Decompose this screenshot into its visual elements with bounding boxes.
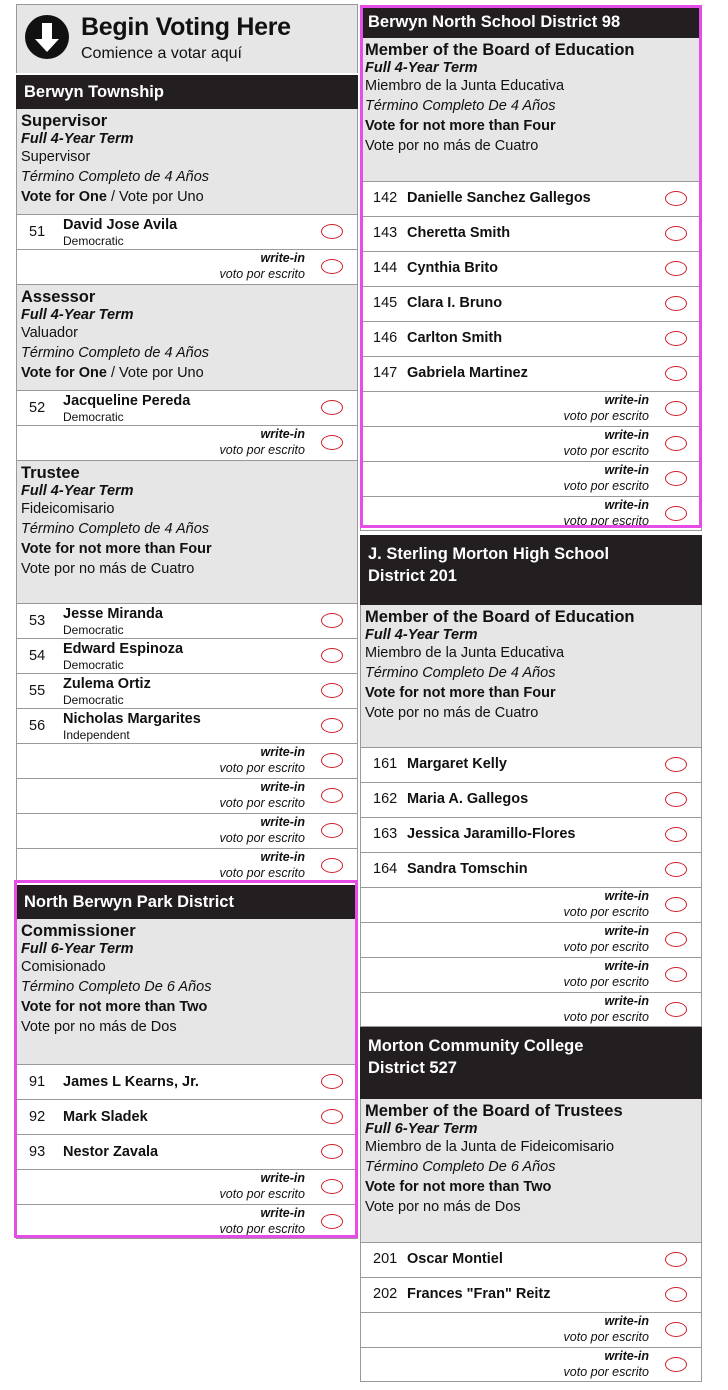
contest-term-es: Término Completo de 4 Años — [21, 169, 210, 185]
school-district-98-header: Berwyn North School District 98 — [360, 6, 702, 38]
write-in-label: write-in — [260, 251, 305, 265]
header-line-1: J. Sterling Morton High School — [368, 545, 610, 563]
write-in-label: write-in — [260, 850, 305, 864]
write-in-row[interactable] — [16, 1205, 358, 1239]
write-in-label: write-in — [260, 745, 305, 759]
write-in-row[interactable] — [360, 958, 702, 993]
vote-oval[interactable] — [321, 788, 343, 803]
ballot-number: 56 — [29, 718, 46, 734]
write-in-label: write-in — [260, 1206, 305, 1220]
ballot-number: 144 — [373, 260, 398, 276]
candidate-name: Jessica Jaramillo-Flores — [407, 826, 576, 842]
candidate-row[interactable] — [360, 783, 702, 818]
vote-instruction-es: Vote por no más de Cuatro — [365, 705, 539, 721]
vote-oval[interactable] — [665, 1357, 687, 1372]
vote-oval[interactable] — [321, 613, 343, 628]
candidate-row[interactable] — [16, 1135, 358, 1170]
write-in-label: write-in — [604, 393, 649, 407]
write-in-label: write-in — [604, 924, 649, 938]
vote-instruction-es: Vote por no más de Dos — [21, 1019, 177, 1035]
candidate-party: Democratic — [63, 693, 124, 707]
candidate-name: Maria A. Gallegos — [407, 791, 529, 807]
write-in-label-es: voto por escrito — [563, 479, 649, 493]
candidate-name: Gabriela Martinez — [407, 365, 528, 381]
ballot-number: 161 — [373, 756, 398, 772]
candidate-row[interactable] — [360, 1242, 702, 1278]
contest-term-es: Término Completo De 6 Años — [365, 1159, 556, 1175]
contest-title: Member of the Board of Trustees — [365, 1102, 623, 1120]
write-in-row[interactable] — [360, 1348, 702, 1382]
ballot-number: 202 — [373, 1286, 398, 1302]
vote-oval[interactable] — [665, 366, 687, 381]
candidate-name: Nestor Zavala — [63, 1144, 159, 1160]
write-in-row[interactable] — [16, 814, 358, 849]
write-in-row[interactable] — [360, 1313, 702, 1348]
vote-oval[interactable] — [321, 1144, 343, 1159]
write-in-label: write-in — [604, 498, 649, 512]
candidate-row[interactable] — [16, 603, 358, 639]
candidate-row[interactable] — [360, 747, 702, 783]
candidate-row[interactable] — [360, 181, 702, 217]
write-in-label-es: voto por escrito — [563, 975, 649, 989]
vote-oval[interactable] — [321, 823, 343, 838]
candidate-name: Zulema Ortiz — [63, 676, 151, 692]
ballot-number: 147 — [373, 365, 398, 381]
candidate-name: Clara I. Bruno — [407, 295, 503, 311]
vote-instruction: Vote for not more than Two — [21, 999, 208, 1015]
community-college-527-header — [360, 1027, 702, 1099]
header-line-2: District 201 — [368, 567, 457, 585]
write-in-label-es: voto por escrito — [563, 409, 649, 423]
contest-title-es: Miembro de la Junta Educativa — [365, 645, 565, 661]
write-in-label-es: voto por escrito — [563, 514, 649, 528]
contest-title: Commissioner — [21, 922, 136, 940]
contest-title: Assessor — [21, 288, 96, 306]
write-in-label-es: voto por escrito — [219, 1222, 305, 1236]
candidate-row[interactable] — [16, 709, 358, 744]
write-in-row[interactable] — [360, 462, 702, 497]
contest-term-es: Término Completo de 4 Años — [21, 521, 210, 537]
ballot-number: 145 — [373, 295, 398, 311]
candidate-row[interactable] — [360, 818, 702, 853]
vote-oval[interactable] — [665, 757, 687, 772]
write-in-label-es: voto por escrito — [563, 444, 649, 458]
ballot-number: 201 — [373, 1251, 398, 1267]
vote-oval[interactable] — [321, 400, 343, 415]
candidate-name: James L Kearns, Jr. — [63, 1074, 199, 1090]
candidate-row[interactable] — [360, 322, 702, 357]
ballot-number: 146 — [373, 330, 398, 346]
write-in-label-es: voto por escrito — [563, 905, 649, 919]
vote-oval[interactable] — [665, 827, 687, 842]
contest-term-es: Término Completo De 4 Años — [365, 665, 556, 681]
write-in-label: write-in — [260, 815, 305, 829]
ballot-number: 91 — [29, 1074, 46, 1090]
candidate-name: Jesse Miranda — [63, 606, 163, 622]
contest-title: Member of the Board of Education — [365, 608, 635, 626]
write-in-label-es: voto por escrito — [563, 1330, 649, 1344]
candidate-name: Oscar Montiel — [407, 1251, 503, 1267]
vote-oval[interactable] — [665, 932, 687, 947]
vote-instruction: Vote for not more than Four — [365, 118, 556, 134]
ballot-number: 92 — [29, 1109, 46, 1125]
candidate-party: Democratic — [63, 410, 124, 424]
vote-instruction: Vote for not more than Four — [21, 541, 212, 557]
contest-commissioner — [16, 919, 358, 1064]
ballot-number: 163 — [373, 826, 398, 842]
township-header: Berwyn Township — [16, 75, 358, 109]
candidate-row[interactable] — [16, 1100, 358, 1135]
contest-title: Trustee — [21, 464, 80, 482]
vote-oval[interactable] — [665, 296, 687, 311]
candidate-name: Sandra Tomschin — [407, 861, 528, 877]
write-in-label-es: voto por escrito — [219, 796, 305, 810]
vote-oval[interactable] — [321, 648, 343, 663]
candidate-row[interactable] — [16, 1064, 358, 1100]
vote-oval[interactable] — [665, 967, 687, 982]
contest-term-es: Término Completo de 4 Años — [21, 345, 210, 361]
write-in-label-es: voto por escrito — [219, 761, 305, 775]
contest-title-es: Valuador — [21, 325, 78, 341]
candidate-row[interactable] — [360, 853, 702, 888]
write-in-row[interactable] — [360, 888, 702, 923]
candidate-party: Democratic — [63, 623, 124, 637]
write-in-label: write-in — [604, 1314, 649, 1328]
contest-title: Member of the Board of Education — [365, 41, 635, 59]
contest-term: Full 4-Year Term — [365, 627, 478, 643]
candidate-party: Democratic — [63, 658, 124, 672]
vote-oval[interactable] — [665, 261, 687, 276]
contest-term: Full 4-Year Term — [21, 307, 134, 323]
write-in-row[interactable] — [360, 427, 702, 462]
write-in-row[interactable] — [16, 744, 358, 779]
contest-trustee — [16, 461, 358, 603]
write-in-row[interactable] — [16, 250, 358, 285]
vote-oval[interactable] — [321, 224, 343, 239]
header-line-1: Morton Community College — [368, 1037, 584, 1055]
vote-instruction: Vote for One / Vote por Uno — [21, 365, 204, 381]
left-column — [16, 4, 358, 1239]
write-in-label-es: voto por escrito — [219, 831, 305, 845]
candidate-row[interactable] — [16, 214, 358, 250]
vote-oval[interactable] — [665, 1322, 687, 1337]
write-in-row[interactable] — [360, 993, 702, 1027]
vote-oval[interactable] — [665, 1252, 687, 1267]
candidate-name: Frances "Fran" Reitz — [407, 1286, 551, 1302]
contest-title-es: Fideicomisario — [21, 501, 115, 517]
contest-term: Full 4-Year Term — [365, 60, 478, 76]
ballot-number: 52 — [29, 400, 46, 416]
vote-oval[interactable] — [665, 191, 687, 206]
ballot-number: 164 — [373, 861, 398, 877]
write-in-label-es: voto por escrito — [219, 866, 305, 880]
vote-oval[interactable] — [321, 683, 343, 698]
candidate-name: Jacqueline Pereda — [63, 393, 191, 409]
candidate-row[interactable] — [360, 357, 702, 392]
write-in-label: write-in — [260, 427, 305, 441]
write-in-label-es: voto por escrito — [563, 940, 649, 954]
write-in-label-es: voto por escrito — [563, 1365, 649, 1379]
vote-instruction: Vote for not more than Four — [365, 685, 556, 701]
candidate-party: Democratic — [63, 234, 124, 248]
candidate-name: Edward Espinoza — [63, 641, 184, 657]
ballot-number: 54 — [29, 648, 46, 664]
ballot-number: 142 — [373, 190, 398, 206]
candidate-name: Mark Sladek — [63, 1109, 148, 1125]
contest-term: Full 4-Year Term — [21, 131, 134, 147]
ballot-number: 143 — [373, 225, 398, 241]
write-in-row[interactable] — [16, 779, 358, 814]
contest-hs201-board — [360, 605, 702, 747]
header-line-2: District 527 — [368, 1059, 457, 1077]
vote-oval[interactable] — [321, 753, 343, 768]
write-in-label: write-in — [604, 1349, 649, 1363]
contest-sd98-board — [360, 38, 702, 181]
candidate-name: Margaret Kelly — [407, 756, 507, 772]
vote-oval[interactable] — [321, 1074, 343, 1089]
contest-title-es: Comisionado — [21, 959, 106, 975]
contest-cc527-board — [360, 1099, 702, 1242]
write-in-label-es: voto por escrito — [563, 1010, 649, 1024]
vote-oval[interactable] — [665, 226, 687, 241]
begin-voting-banner — [16, 4, 358, 73]
candidate-row[interactable] — [360, 1278, 702, 1313]
candidate-name: Cheretta Smith — [407, 225, 511, 241]
begin-title-es: Comience a votar aquí — [81, 45, 242, 62]
vote-instruction-es: Vote por no más de Cuatro — [21, 561, 195, 577]
write-in-label-es: voto por escrito — [219, 1187, 305, 1201]
write-in-row[interactable] — [360, 497, 702, 531]
candidate-name: Carlton Smith — [407, 330, 503, 346]
write-in-label-es: voto por escrito — [219, 443, 305, 457]
candidate-party: Independent — [63, 728, 130, 742]
write-in-label-es: voto por escrito — [219, 267, 305, 281]
write-in-row[interactable] — [16, 426, 358, 461]
begin-title: Begin Voting Here — [81, 13, 291, 41]
contest-title-es: Miembro de la Junta Educativa — [365, 78, 565, 94]
ballot-number: 55 — [29, 683, 46, 699]
write-in-label: write-in — [604, 994, 649, 1008]
vote-oval[interactable] — [321, 718, 343, 733]
contest-supervisor — [16, 109, 358, 214]
write-in-label: write-in — [260, 1171, 305, 1185]
write-in-row[interactable] — [360, 392, 702, 427]
ballot-number: 93 — [29, 1144, 46, 1160]
vote-oval[interactable] — [665, 401, 687, 416]
ballot-number: 51 — [29, 224, 46, 240]
down-arrow-icon — [25, 15, 69, 59]
candidate-name: Danielle Sanchez Gallegos — [407, 190, 591, 206]
contest-term-es: Término Completo De 4 Años — [365, 98, 556, 114]
contest-assessor — [16, 285, 358, 390]
write-in-label: write-in — [604, 463, 649, 477]
vote-oval[interactable] — [665, 792, 687, 807]
vote-instruction: Vote for One / Vote por Uno — [21, 189, 204, 205]
candidate-name: Nicholas Margarites — [63, 711, 201, 727]
contest-title-es: Miembro de la Junta de Fideicomisario — [365, 1139, 615, 1155]
ballot-number: 53 — [29, 613, 46, 629]
candidate-row[interactable] — [16, 639, 358, 674]
vote-oval[interactable] — [665, 1287, 687, 1302]
vote-oval[interactable] — [665, 1002, 687, 1017]
vote-oval[interactable] — [321, 1109, 343, 1124]
candidate-name: Cynthia Brito — [407, 260, 499, 276]
write-in-label: write-in — [604, 959, 649, 973]
candidate-row[interactable] — [360, 217, 702, 252]
write-in-label: write-in — [604, 889, 649, 903]
write-in-row[interactable] — [16, 849, 358, 883]
vote-instruction: Vote for not more than Two — [365, 1179, 552, 1195]
vote-oval[interactable] — [321, 1179, 343, 1194]
write-in-label: write-in — [604, 428, 649, 442]
vote-oval[interactable] — [665, 862, 687, 877]
candidate-row[interactable] — [360, 287, 702, 322]
candidate-row[interactable] — [16, 674, 358, 709]
write-in-row[interactable] — [360, 923, 702, 958]
vote-oval[interactable] — [321, 259, 343, 274]
vote-oval[interactable] — [321, 1214, 343, 1229]
vote-oval[interactable] — [321, 858, 343, 873]
vote-instruction-es: Vote por no más de Dos — [365, 1199, 521, 1215]
right-column — [360, 4, 702, 1382]
vote-oval[interactable] — [321, 435, 343, 450]
contest-term: Full 6-Year Term — [21, 941, 134, 957]
contest-title: Supervisor — [21, 112, 108, 130]
candidate-row[interactable] — [16, 390, 358, 426]
contest-term: Full 4-Year Term — [21, 483, 134, 499]
vote-instruction-es: Vote por no más de Cuatro — [365, 138, 539, 154]
vote-oval[interactable] — [665, 471, 687, 486]
candidate-name: David Jose Avila — [63, 217, 178, 233]
contest-term: Full 6-Year Term — [365, 1121, 478, 1137]
ballot-number: 162 — [373, 791, 398, 807]
high-school-201-header — [360, 535, 702, 605]
vote-oval[interactable] — [665, 331, 687, 346]
vote-oval[interactable] — [665, 506, 687, 521]
park-district-header: North Berwyn Park District — [16, 885, 358, 919]
vote-oval[interactable] — [665, 436, 687, 451]
write-in-label: write-in — [260, 780, 305, 794]
contest-term-es: Término Completo De 6 Años — [21, 979, 212, 995]
vote-oval[interactable] — [665, 897, 687, 912]
write-in-row[interactable] — [16, 1170, 358, 1205]
candidate-row[interactable] — [360, 252, 702, 287]
contest-title-es: Supervisor — [21, 149, 91, 165]
